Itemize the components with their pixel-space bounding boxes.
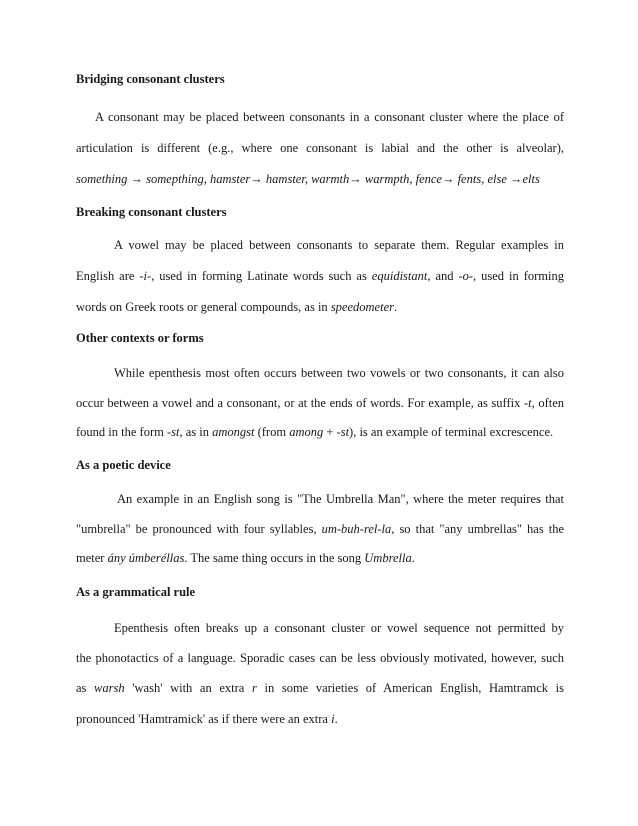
- section-heading-poetic-device: As a poetic device: [76, 458, 171, 472]
- paragraph-line: An example in an English song is "The Umbrella Man", where the meter requires that: [117, 492, 564, 506]
- paragraph-line: the phonotactics of a language. Sporadic cases can be less obviously motivated, however, such: [76, 651, 564, 665]
- paragraph-line: occur between a vowel and a consonant, or at the ends of words. For example, as suffix -t, often: [76, 396, 564, 410]
- paragraph-line: Epenthesis often breaks up a consonant cluster or vowel sequence not permitted by: [114, 621, 564, 635]
- paragraph-line: While epenthesis most often occurs between two vowels or two consonants, it can also: [114, 366, 564, 380]
- paragraph-line: English are -i-, used in forming Latinate words such as equidistant, and -o-, used in forming: [76, 269, 564, 283]
- section-heading-grammatical-rule: As a grammatical rule: [76, 585, 196, 599]
- section-heading-bridging: Bridging consonant clusters: [76, 72, 225, 86]
- section-heading-other-contexts: Other contexts or forms: [76, 331, 204, 345]
- paragraph-line: pronounced 'Hamtramick' as if there were an extra i.: [76, 712, 338, 726]
- paragraph-line: A consonant may be placed between consonants in a consonant cluster where the place of: [95, 110, 564, 124]
- paragraph-line: "umbrella" be pronounced with four syllables, um-buh-rel-la, so that "any umbrellas" has the: [76, 522, 564, 536]
- paragraph-line: words on Greek roots or general compounds, as in speedometer.: [76, 300, 398, 314]
- paragraph-line: found in the form -st, as in amongst (from among + -st), is an example of terminal excrescence.: [76, 425, 554, 439]
- paragraph-line: meter ány úmberéllas. The same thing occurs in the song Umbrella.: [76, 551, 415, 565]
- section-heading-breaking: Breaking consonant clusters: [76, 205, 227, 219]
- paragraph-line: A vowel may be placed between consonants to separate them. Regular examples in: [114, 238, 564, 252]
- paragraph-line: articulation is different (e.g., where one consonant is labial and the other is alveolar),: [76, 141, 564, 155]
- paragraph-line: as warsh 'wash' with an extra r in some varieties of American English, Hamtramck is: [76, 681, 564, 695]
- paragraph-line: something → somepthing, hamster→ hamster, warmth→ warmpth, fence→ fents, else →elts: [76, 172, 540, 186]
